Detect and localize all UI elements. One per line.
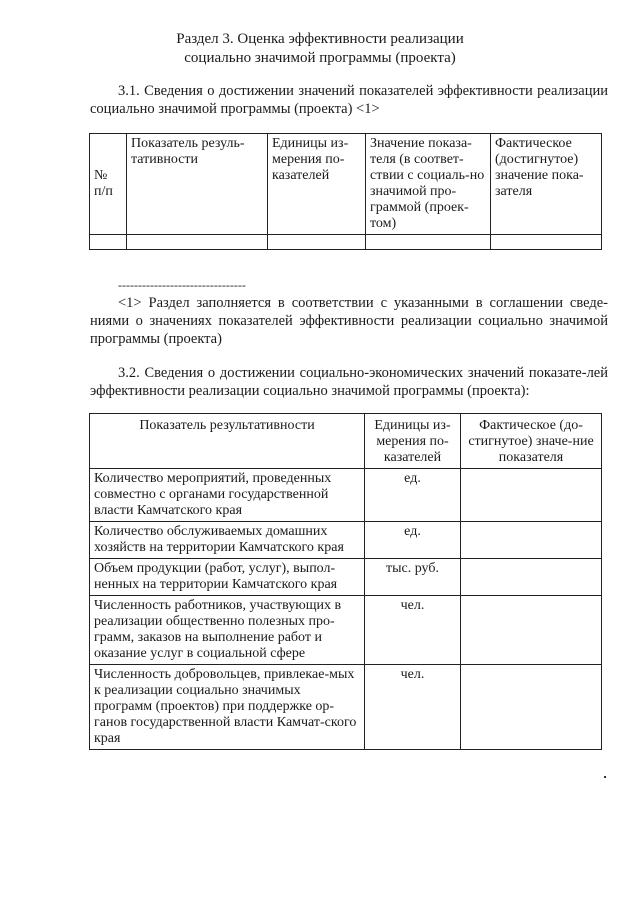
subsection-3-2-heading	[90, 364, 608, 400]
table-cell	[491, 235, 602, 250]
indicator-cell: Количество мероприятий, проведенных совместно с органами государственной власти Камчатского края	[90, 469, 365, 522]
indicator-cell: Численность добровольцев, привлекае-мых к реализации социально значимых программ (проектов) при поддержке ор-ганов государственной власти Камчат-ского края	[90, 665, 365, 750]
subsection-3-1-text: 3.1. Сведения о достижении значений показателей эффективности реализации социально значимой программы (проекта) <1>	[90, 83, 608, 117]
socio-economic-indicators-table	[89, 413, 602, 750]
value-cell	[461, 469, 602, 522]
efficiency-indicators-table	[89, 133, 602, 250]
footnote-text: <1> Раздел заполняется в соответствии с указанными в соглашении сведе-ниями о значениях показателей эффективности реализации социально значимой программы (проекта)	[90, 295, 608, 347]
table-row	[90, 235, 602, 250]
table-header-row	[90, 134, 602, 235]
table-row	[90, 469, 602, 522]
subsection-3-1-heading	[90, 82, 608, 118]
indicator-cell: Объем продукции (работ, услуг), выпол-ненных на территории Камчатского края	[90, 559, 365, 596]
table-cell	[268, 235, 366, 250]
indicator-cell: Количество обслуживаемых домашних хозяйств на территории Камчатского края	[90, 522, 365, 559]
unit-cell: тыс. руб.	[365, 559, 461, 596]
header-actual-value: Фактическое (достигнутое) значение пока-зателя	[491, 134, 602, 235]
header-num: № п/п	[90, 134, 127, 235]
section-title-line-1: Раздел 3. Оценка эффективности реализации	[176, 31, 464, 47]
header-units: Единицы из-мерения по-казателей	[365, 414, 461, 469]
table-cell	[366, 235, 491, 250]
table-row	[90, 559, 602, 596]
unit-cell: ед.	[365, 522, 461, 559]
unit-cell: чел.	[365, 596, 461, 665]
header-units: Единицы из-мерения по-казателей	[268, 134, 366, 235]
scan-speck	[604, 776, 606, 778]
header-planned-value: Значение показа-теля (в соответ-ствии с социаль-но значимой про-граммой (проек-том)	[366, 134, 491, 235]
subsection-3-2-text: 3.2. Сведения о достижении социально-экономических значений показате-лей эффективности реализации социально значимой программы (проекта):	[90, 365, 608, 399]
header-indicator: Показатель результативности	[90, 414, 365, 469]
section-title-line-2: социально значимой программы (проекта)	[184, 50, 456, 66]
table-cell	[90, 235, 127, 250]
table-header-row	[90, 414, 602, 469]
table-row	[90, 596, 602, 665]
table-row	[90, 665, 602, 750]
value-cell	[461, 596, 602, 665]
header-actual-value: Фактическое (до-стигнутое) значе-ние показателя	[461, 414, 602, 469]
value-cell	[461, 559, 602, 596]
unit-cell: ед.	[365, 469, 461, 522]
table-cell	[127, 235, 268, 250]
table-row	[90, 522, 602, 559]
unit-cell: чел.	[365, 665, 461, 750]
value-cell	[461, 665, 602, 750]
section-title	[0, 30, 640, 68]
value-cell	[461, 522, 602, 559]
footnote	[90, 294, 608, 348]
indicator-cell: Численность работников, участвующих в реализации общественно полезных про-грамм, заказов на выполнение работ и оказание услуг в социальной сфере	[90, 596, 365, 665]
header-indicator: Показатель резуль-тативности	[127, 134, 268, 235]
footnote-separator: --------------------------------	[118, 278, 246, 292]
